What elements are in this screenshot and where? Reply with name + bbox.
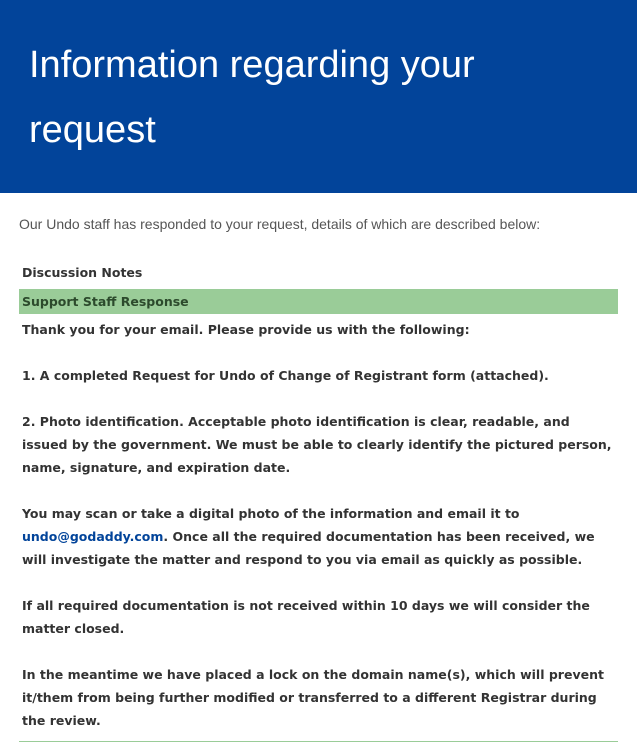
email-text-before: You may scan or take a digital photo of the information and email it to xyxy=(22,506,520,521)
response-paragraph: 1. A completed Request for Undo of Change of Registrant form (attached). xyxy=(22,368,549,383)
email-link[interactable]: undo@godaddy.com xyxy=(22,529,164,544)
page-title: Information regarding your request xyxy=(29,44,475,151)
response-paragraph-email xyxy=(22,502,614,571)
support-staff-response-label: Support Staff Response xyxy=(22,294,189,309)
discussion-notes-heading: Discussion Notes xyxy=(22,265,143,280)
response-paragraph: If all required documentation is not received within 10 days we will consider the matter closed. xyxy=(22,598,590,636)
response-paragraph: In the meantime we have placed a lock on the domain name(s), which will prevent it/them from being further modified or transferred to a different Registrar during the review. xyxy=(22,667,604,728)
support-staff-response-bar xyxy=(19,289,618,314)
intro-text: Our Undo staff has responded to your request, details of which are described below: xyxy=(19,216,541,232)
response-paragraph: Thank you for your email. Please provide us with the following: xyxy=(22,322,470,337)
email-text-after: . Once all the required documentation has been received, we will investigate the matter and respond to you via email as quickly as possible. xyxy=(22,529,595,567)
divider xyxy=(19,741,618,742)
response-body xyxy=(22,318,614,755)
header-banner xyxy=(0,0,637,193)
response-paragraph: 2. Photo identification. Acceptable photo identification is clear, readable, and issued by the government. We must be able to clearly identify the pictured person, name, signature, and expiration date. xyxy=(22,414,612,475)
